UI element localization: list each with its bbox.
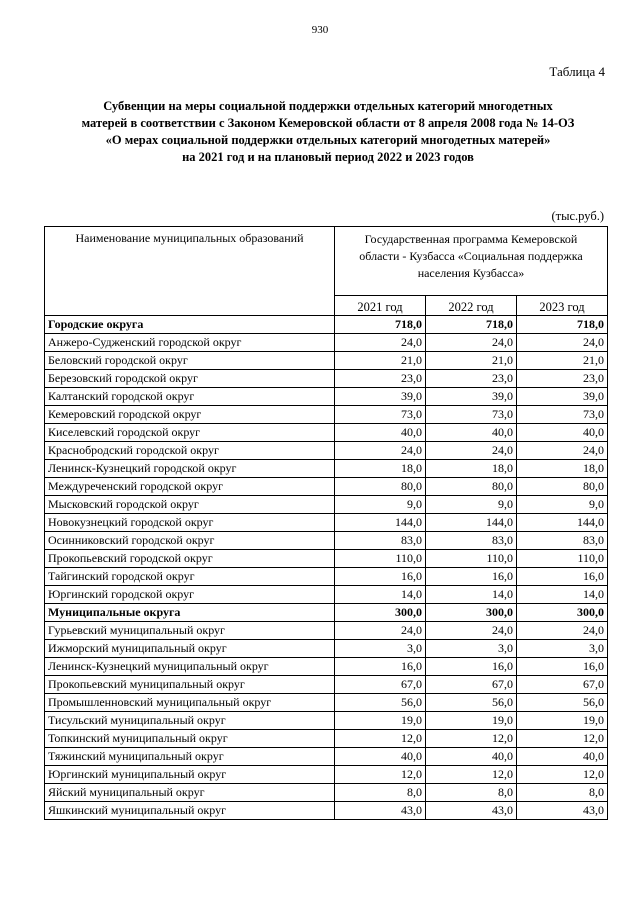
unit-label: (тыс.руб.)	[551, 209, 604, 223]
cell-2022: 16,0	[426, 658, 517, 676]
table-row	[45, 388, 608, 406]
cell-name: Яйский муниципальный округ	[45, 784, 335, 802]
table-row	[45, 370, 608, 388]
cell-2022: 300,0	[426, 604, 517, 622]
cell-2021: 21,0	[335, 352, 426, 370]
cell-2021: 24,0	[335, 442, 426, 460]
cell-2021: 40,0	[335, 424, 426, 442]
cell-2022: 19,0	[426, 712, 517, 730]
table-row	[45, 658, 608, 676]
cell-2021: 56,0	[335, 694, 426, 712]
cell-2023: 718,0	[517, 316, 608, 334]
cell-name: Междуреченский городской округ	[45, 478, 335, 496]
cell-2023: 300,0	[517, 604, 608, 622]
cell-name: Новокузнецкий городской округ	[45, 514, 335, 532]
cell-2023: 16,0	[517, 658, 608, 676]
table-row	[45, 622, 608, 640]
cell-2021: 23,0	[335, 370, 426, 388]
cell-2021: 3,0	[335, 640, 426, 658]
cell-name: Березовский городской округ	[45, 370, 335, 388]
cell-name: Киселевский городской округ	[45, 424, 335, 442]
cell-name: Юргинский муниципальный округ	[45, 766, 335, 784]
cell-2021: 110,0	[335, 550, 426, 568]
cell-2023: 24,0	[517, 442, 608, 460]
table-group-row	[45, 316, 608, 334]
cell-2021: 18,0	[335, 460, 426, 478]
cell-2022: 12,0	[426, 730, 517, 748]
cell-2022: 40,0	[426, 748, 517, 766]
cell-2023: 12,0	[517, 766, 608, 784]
cell-2022: 23,0	[426, 370, 517, 388]
cell-2022: 73,0	[426, 406, 517, 424]
cell-2023: 56,0	[517, 694, 608, 712]
cell-2022: 16,0	[426, 568, 517, 586]
table-row	[45, 496, 608, 514]
header-program-line: населения Кузбасса»	[417, 266, 525, 280]
cell-2022: 144,0	[426, 514, 517, 532]
cell-2023: 40,0	[517, 424, 608, 442]
cell-name: Топкинский муниципальный округ	[45, 730, 335, 748]
cell-2023: 14,0	[517, 586, 608, 604]
cell-name: Беловский городской округ	[45, 352, 335, 370]
header-program	[335, 227, 608, 296]
table-row	[45, 748, 608, 766]
cell-2023: 12,0	[517, 730, 608, 748]
title-line: Субвенции на меры социальной поддержки отдельных категорий многодетных	[103, 99, 553, 113]
cell-name: Мысковский городской округ	[45, 496, 335, 514]
cell-2023: 23,0	[517, 370, 608, 388]
document-title	[40, 98, 616, 166]
cell-2022: 67,0	[426, 676, 517, 694]
table-row	[45, 766, 608, 784]
cell-2021: 14,0	[335, 586, 426, 604]
cell-2021: 12,0	[335, 730, 426, 748]
header-year-2022: 2022 год	[426, 296, 517, 316]
cell-2023: 9,0	[517, 496, 608, 514]
cell-name: Краснобродский городской округ	[45, 442, 335, 460]
cell-name: Ленинск-Кузнецкий городской округ	[45, 460, 335, 478]
title-line: матерей в соответствии с Законом Кемеровской области от 8 апреля 2008 года № 14-ОЗ	[81, 116, 575, 130]
table-row	[45, 352, 608, 370]
cell-2021: 39,0	[335, 388, 426, 406]
table-row	[45, 442, 608, 460]
page-number: 930	[311, 24, 329, 36]
cell-name: Тисульский муниципальный округ	[45, 712, 335, 730]
cell-name: Юргинский городской округ	[45, 586, 335, 604]
header-name-column: Наименование муниципальных образований	[45, 227, 335, 316]
cell-name: Ижморский муниципальный округ	[45, 640, 335, 658]
cell-name: Кемеровский городской округ	[45, 406, 335, 424]
table-row	[45, 532, 608, 550]
cell-2023: 8,0	[517, 784, 608, 802]
cell-2023: 43,0	[517, 802, 608, 820]
title-line: на 2021 год и на плановый период 2022 и 2023 годов	[182, 150, 474, 164]
cell-name: Яшкинский муниципальный округ	[45, 802, 335, 820]
cell-2022: 18,0	[426, 460, 517, 478]
cell-2023: 24,0	[517, 622, 608, 640]
cell-2021: 144,0	[335, 514, 426, 532]
cell-name: Городские округа	[45, 316, 335, 334]
cell-2022: 24,0	[426, 442, 517, 460]
table-row	[45, 550, 608, 568]
cell-name: Ленинск-Кузнецкий муниципальный округ	[45, 658, 335, 676]
cell-2023: 19,0	[517, 712, 608, 730]
cell-2021: 73,0	[335, 406, 426, 424]
cell-2023: 83,0	[517, 532, 608, 550]
cell-2022: 21,0	[426, 352, 517, 370]
cell-2022: 24,0	[426, 622, 517, 640]
cell-2023: 144,0	[517, 514, 608, 532]
cell-2022: 40,0	[426, 424, 517, 442]
cell-2022: 43,0	[426, 802, 517, 820]
table-row	[45, 586, 608, 604]
cell-2023: 40,0	[517, 748, 608, 766]
cell-2022: 80,0	[426, 478, 517, 496]
cell-2022: 718,0	[426, 316, 517, 334]
cell-name: Анжеро-Судженский городской округ	[45, 334, 335, 352]
cell-2023: 16,0	[517, 568, 608, 586]
cell-2022: 56,0	[426, 694, 517, 712]
cell-2021: 43,0	[335, 802, 426, 820]
cell-2022: 3,0	[426, 640, 517, 658]
cell-2023: 21,0	[517, 352, 608, 370]
cell-2021: 19,0	[335, 712, 426, 730]
cell-2023: 73,0	[517, 406, 608, 424]
cell-name: Промышленновский муниципальный округ	[45, 694, 335, 712]
cell-2022: 9,0	[426, 496, 517, 514]
cell-2021: 8,0	[335, 784, 426, 802]
cell-2021: 80,0	[335, 478, 426, 496]
table-row	[45, 460, 608, 478]
cell-2021: 24,0	[335, 334, 426, 352]
cell-name: Муниципальные округа	[45, 604, 335, 622]
table-row	[45, 730, 608, 748]
cell-2023: 18,0	[517, 460, 608, 478]
table-row	[45, 694, 608, 712]
table-group-row	[45, 604, 608, 622]
cell-2021: 9,0	[335, 496, 426, 514]
cell-2021: 16,0	[335, 568, 426, 586]
cell-2023: 80,0	[517, 478, 608, 496]
cell-2022: 14,0	[426, 586, 517, 604]
cell-2022: 39,0	[426, 388, 517, 406]
cell-2022: 110,0	[426, 550, 517, 568]
table-row	[45, 676, 608, 694]
cell-2022: 83,0	[426, 532, 517, 550]
table-row	[45, 640, 608, 658]
table-row	[45, 406, 608, 424]
cell-2021: 67,0	[335, 676, 426, 694]
cell-2021: 300,0	[335, 604, 426, 622]
table-row	[45, 334, 608, 352]
cell-2021: 24,0	[335, 622, 426, 640]
table-row	[45, 568, 608, 586]
cell-name: Прокопьевский муниципальный округ	[45, 676, 335, 694]
table-row	[45, 514, 608, 532]
cell-2021: 12,0	[335, 766, 426, 784]
subsidy-table	[44, 226, 608, 820]
table-row	[45, 802, 608, 820]
cell-2023: 3,0	[517, 640, 608, 658]
header-year-2023: 2023 год	[517, 296, 608, 316]
header-program-line: Государственная программа Кемеровской	[364, 232, 578, 246]
header-program-line: области - Кузбасса «Социальная поддержка	[359, 249, 583, 263]
cell-2023: 24,0	[517, 334, 608, 352]
cell-name: Осинниковский городской округ	[45, 532, 335, 550]
table-row	[45, 424, 608, 442]
table-label: Таблица 4	[549, 64, 605, 79]
cell-2021: 16,0	[335, 658, 426, 676]
cell-name: Тяжинский муниципальный округ	[45, 748, 335, 766]
cell-2021: 83,0	[335, 532, 426, 550]
cell-name: Гурьевский муниципальный округ	[45, 622, 335, 640]
cell-2022: 8,0	[426, 784, 517, 802]
cell-2021: 718,0	[335, 316, 426, 334]
table-row	[45, 712, 608, 730]
cell-2022: 24,0	[426, 334, 517, 352]
cell-2021: 40,0	[335, 748, 426, 766]
table-body	[45, 316, 608, 820]
title-line: «О мерах социальной поддержки отдельных категорий многодетных матерей»	[105, 133, 551, 147]
cell-name: Прокопьевский городской округ	[45, 550, 335, 568]
table-row	[45, 478, 608, 496]
cell-2022: 12,0	[426, 766, 517, 784]
cell-2023: 67,0	[517, 676, 608, 694]
header-year-2021: 2021 год	[335, 296, 426, 316]
cell-name: Калтанский городской округ	[45, 388, 335, 406]
cell-2023: 39,0	[517, 388, 608, 406]
table-row	[45, 784, 608, 802]
cell-name: Тайгинский городской округ	[45, 568, 335, 586]
cell-2023: 110,0	[517, 550, 608, 568]
